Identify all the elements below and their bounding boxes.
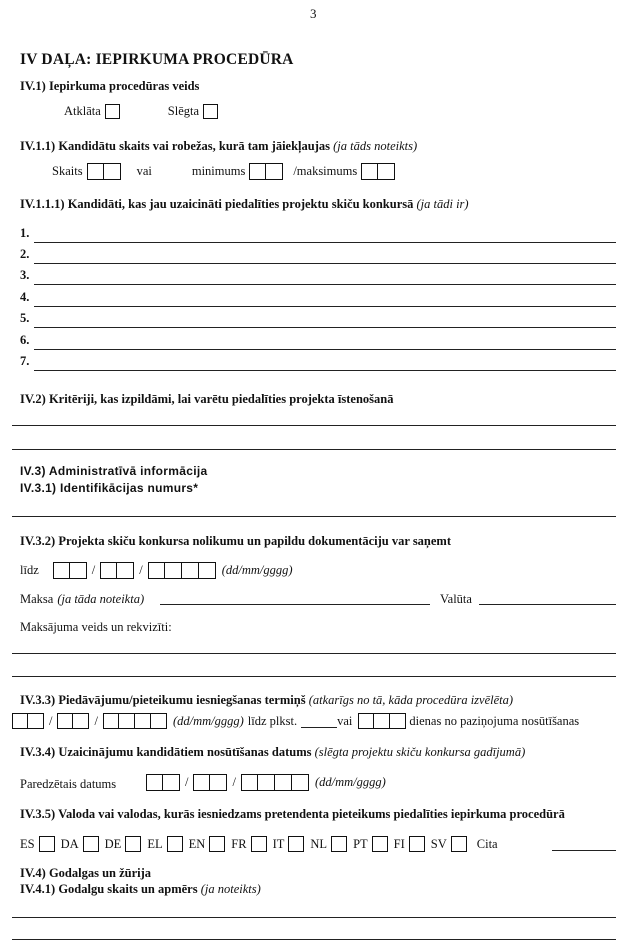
criteria-line-2[interactable] bbox=[12, 449, 616, 450]
lang-label: NL bbox=[310, 836, 328, 851]
payment-label: Maksājuma veids un rekvizīti: bbox=[20, 620, 172, 634]
iv41-heading-text: IV.4.1) Godalgu skaits un apmērs bbox=[20, 882, 198, 896]
prizes-line-2[interactable] bbox=[12, 939, 616, 940]
lang-checkbox-en[interactable] bbox=[209, 836, 225, 852]
list-item-number: 3. bbox=[20, 268, 30, 282]
iv31-heading: IV.3.1) Identifikācijas numurs* bbox=[20, 481, 199, 495]
lang-label: ES bbox=[20, 836, 35, 851]
list-item-number: 5. bbox=[20, 311, 30, 325]
slash: / bbox=[139, 563, 143, 577]
iv34-note: (slēgta projektu skiču konkursa gadījumā) bbox=[314, 745, 526, 759]
lang-checkbox-it[interactable] bbox=[288, 836, 304, 852]
days-label: dienas no paziņojuma nosūtīšanas bbox=[409, 713, 580, 728]
count-field[interactable] bbox=[87, 163, 121, 180]
id-number-line[interactable] bbox=[12, 516, 616, 517]
deadline-year-field[interactable] bbox=[103, 713, 167, 729]
language-options bbox=[20, 836, 498, 852]
month-field[interactable] bbox=[100, 562, 134, 579]
lang-checkbox-fi[interactable] bbox=[409, 836, 425, 852]
lang-label: SV bbox=[430, 836, 447, 851]
iv33-heading-text: IV.3.3) Piedāvājumu/pieteikumu iesniegšanas termiņš bbox=[20, 693, 306, 707]
lang-label: IT bbox=[272, 836, 285, 851]
iv32-heading: IV.3.2) Projekta skiču konkursa nolikumu un papildu dokumentāciju var saņemt bbox=[20, 534, 452, 548]
closed-checkbox[interactable] bbox=[203, 104, 218, 119]
iv4-heading: IV.4) Godalgas un žūrija bbox=[20, 866, 152, 880]
iv41-heading bbox=[20, 882, 261, 897]
list-item-number: 2. bbox=[20, 247, 30, 261]
minimum-field[interactable] bbox=[249, 163, 283, 180]
candidate-line-7[interactable] bbox=[34, 370, 616, 371]
planned-label: Paredzētais datums bbox=[20, 777, 117, 791]
currency-input-line[interactable] bbox=[479, 604, 616, 605]
list-item-number: 6. bbox=[20, 333, 30, 347]
maximum-field[interactable] bbox=[361, 163, 395, 180]
open-label: Atklāta bbox=[64, 104, 101, 118]
candidate-line-6[interactable] bbox=[34, 349, 616, 350]
day-field[interactable] bbox=[53, 562, 87, 579]
planned-year-field[interactable] bbox=[241, 774, 309, 791]
planned-month-field[interactable] bbox=[193, 774, 227, 791]
date-format: (dd/mm/gggg) bbox=[221, 563, 293, 577]
lang-label: PT bbox=[353, 836, 368, 851]
iv11-note: (ja tāds noteikts) bbox=[333, 139, 418, 153]
lang-checkbox-pt[interactable] bbox=[372, 836, 388, 852]
lang-checkbox-el[interactable] bbox=[167, 836, 183, 852]
lang-checkbox-sv[interactable] bbox=[451, 836, 467, 852]
planned-date-format: (dd/mm/gggg) bbox=[314, 775, 386, 789]
fee-input-line[interactable] bbox=[160, 604, 430, 605]
iv34-heading-text: IV.3.4) Uzaicinājumu kandidātiem nosūtīšanas datums bbox=[20, 745, 312, 759]
lang-label: FI bbox=[393, 836, 405, 851]
lang-checkbox-nl[interactable] bbox=[331, 836, 347, 852]
candidate-line-5[interactable] bbox=[34, 327, 616, 328]
iv1-heading: IV.1) Iepirkuma procedūras veids bbox=[20, 79, 200, 93]
list-item-number: 1. bbox=[20, 226, 30, 240]
lang-label: EN bbox=[188, 836, 206, 851]
iv111-note: (ja tādi ir) bbox=[416, 197, 469, 211]
currency-label: Valūta bbox=[440, 592, 472, 606]
slash: / bbox=[94, 713, 98, 728]
or-label: vai bbox=[136, 164, 152, 178]
iv35-heading: IV.3.5) Valoda vai valodas, kurās iesniedzams pretendenta pieteikums piedalīties iepirkuma procedūrā bbox=[20, 807, 565, 821]
lang-checkbox-fr[interactable] bbox=[251, 836, 267, 852]
iv3-heading: IV.3) Administratīvā informācija bbox=[20, 464, 208, 478]
lang-label: FR bbox=[231, 836, 247, 851]
other-label: Cita bbox=[476, 836, 498, 851]
open-checkbox[interactable] bbox=[105, 104, 120, 119]
other-language-line[interactable] bbox=[552, 850, 616, 851]
candidate-line-2[interactable] bbox=[34, 263, 616, 264]
iv33-heading bbox=[20, 693, 513, 708]
slash: / bbox=[185, 775, 189, 789]
lang-label: DA bbox=[60, 836, 79, 851]
lang-label: EL bbox=[147, 836, 163, 851]
maximum-label: /maksimums bbox=[293, 164, 358, 178]
deadline-date-format: (dd/mm/gggg) bbox=[172, 713, 244, 728]
slash: / bbox=[49, 713, 53, 728]
until-time-label: līdz plkst. bbox=[247, 713, 298, 728]
lang-checkbox-es[interactable] bbox=[39, 836, 55, 852]
list-item-number: 7. bbox=[20, 354, 30, 368]
or-label: vai bbox=[337, 713, 353, 728]
prizes-line-1[interactable] bbox=[12, 917, 616, 918]
iv33-note: (atkarīgs no tā, kāda procedūra izvēlēta) bbox=[308, 693, 514, 707]
page-number: 3 bbox=[310, 6, 317, 21]
payment-line-1[interactable] bbox=[12, 653, 616, 654]
iv2-heading: IV.2) Kritēriji, kas izpildāmi, lai varētu piedalīties projekta īstenošanā bbox=[20, 392, 394, 406]
days-field[interactable] bbox=[358, 713, 406, 729]
slash: / bbox=[232, 775, 236, 789]
fee-label: Maksa bbox=[20, 592, 54, 606]
slash: / bbox=[91, 563, 96, 577]
criteria-line-1[interactable] bbox=[12, 425, 616, 426]
minimum-label: minimums bbox=[191, 164, 246, 178]
candidate-line-3[interactable] bbox=[34, 284, 616, 285]
count-label: Skaits bbox=[52, 164, 83, 178]
until-label: līdz bbox=[20, 563, 39, 577]
lang-checkbox-da[interactable] bbox=[83, 836, 99, 852]
iv11-heading bbox=[20, 139, 417, 154]
fee-note: (ja tāda noteikta) bbox=[57, 592, 145, 606]
year-field[interactable] bbox=[148, 562, 216, 579]
iv111-heading bbox=[20, 197, 469, 212]
candidate-line-4[interactable] bbox=[34, 306, 616, 307]
payment-line-2[interactable] bbox=[12, 676, 616, 677]
list-item-number: 4. bbox=[20, 290, 30, 304]
iv11-heading-text: IV.1.1) Kandidātu skaits vai robežas, kurā tam jāiekļaujas bbox=[20, 139, 330, 153]
deadline-month-field[interactable] bbox=[57, 713, 89, 729]
candidate-line-1[interactable] bbox=[34, 242, 616, 243]
iv34-heading bbox=[20, 745, 525, 760]
lang-checkbox-de[interactable] bbox=[125, 836, 141, 852]
part-title: IV DAĻA: IEPIRKUMA PROCEDŪRA bbox=[20, 51, 294, 68]
time-input[interactable] bbox=[301, 715, 337, 728]
iv41-note: (ja noteikts) bbox=[200, 882, 261, 896]
closed-label: Slēgta bbox=[167, 104, 200, 118]
lang-label: DE bbox=[104, 836, 122, 851]
deadline-day-field[interactable] bbox=[12, 713, 44, 729]
planned-day-field[interactable] bbox=[146, 774, 180, 791]
iv111-heading-text: IV.1.1.1) Kandidāti, kas jau uzaicināti piedalīties projektu skiču konkursā bbox=[20, 197, 414, 211]
